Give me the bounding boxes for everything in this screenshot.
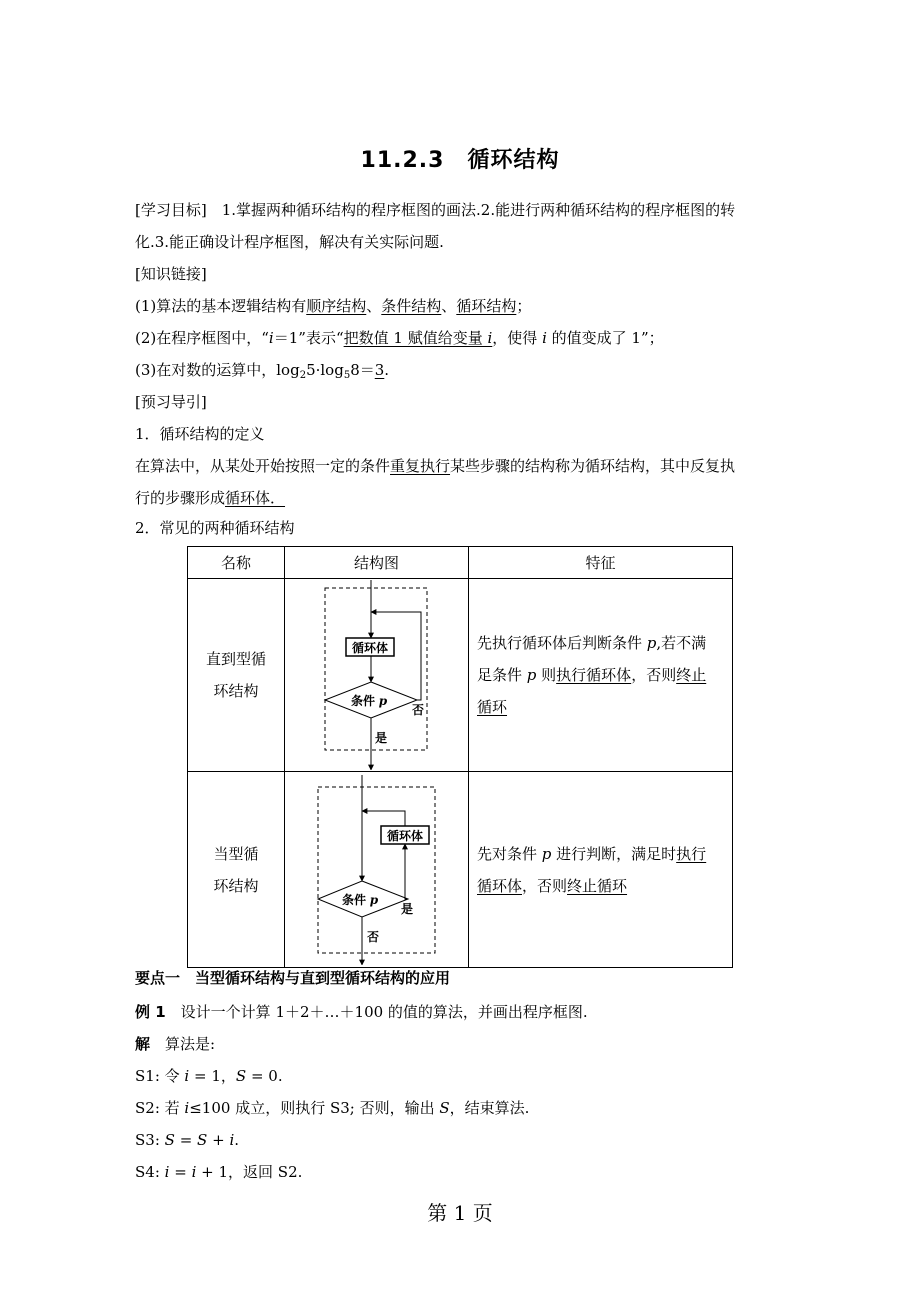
step-s2: S2: 若 i≤100 成立，则执行 S3; 否则，输出 S，结束算法. [135,1099,530,1117]
page-number: 第 1 页 [427,1201,493,1225]
while-loop-feature: 先对条件 p 进行判断，满足时执行 循环体，否则终止循环 [469,772,733,968]
keypoint-heading: 要点一 当型循环结构与直到型循环结构的应用 [135,969,451,987]
no-label: 否 [412,703,425,717]
example-1: 例 1 设计一个计算 1＋2＋…＋100 的值的算法，并画出程序框图. [135,1003,588,1021]
solution-label: 解 [135,1035,151,1053]
condition-label: 条件 [341,892,367,907]
loop-structure-table [187,546,733,968]
while-loop-diagram [285,772,469,968]
header-diagram: 结构图 [285,547,469,579]
until-loop-diagram [285,579,469,772]
section-1-title: 1．循环结构的定义 [135,425,265,443]
while-loop-name: 当型循 环结构 [188,772,285,968]
step-s4: S4: i = i + 1，返回 S2. [135,1163,303,1181]
objectives-line-1: [学习目标] 1.掌握两种循环结构的程序框图的画法.2.能进行两种循环结构的程序框图的转 [135,201,736,219]
no-label: 否 [367,929,380,944]
table-header-row [188,547,733,579]
yes-label: 是 [375,731,388,745]
page-title: 11.2.3 循环结构 [360,148,560,173]
section-1-line-2: 行的步骤形成循环体． [135,489,286,507]
section-1-line-1: 在算法中，从某处开始按照一定的条件重复执行某些步骤的结构称为循环结构，其中反复执 [135,457,736,475]
condition-var: p [378,694,388,708]
objectives-line-2: 化.3.能正确设计程序框图，解决有关实际问题. [135,233,444,251]
yes-label: 是 [401,901,414,916]
loop-body-label: 循环体 [386,828,424,843]
preview-header: [预习导引] [135,393,207,411]
knowledge-header: [知识链接] [135,265,207,283]
knowledge-item-2: (2)在程序框图中，“i＝1”表示“把数值 1 赋值给变量 i，使得 i 的值变成了 1”； [135,329,664,347]
section-2-title: 2．常见的两种循环结构 [135,519,295,537]
knowledge-item-1: (1)算法的基本逻辑结构有顺序结构、条件结构、循环结构； [135,297,532,315]
example-label: 例 1 [135,1003,166,1021]
dashed-frame [318,787,435,953]
step-s1: S1: 令 i = 1，S = 0. [135,1067,283,1085]
until-loop-flowchart [285,580,468,770]
knowledge-item-3: (3)在对数的运算中，$\log_25\cdot\log_58=3$. [135,361,390,381]
condition-label: 条件 [350,694,376,708]
table-row-while-loop [188,772,733,968]
table-row-until-loop [188,579,733,772]
loop-body-label: 循环体 [351,641,389,655]
condition-var: p [369,892,379,907]
objectives-label: [学习目标] [135,201,207,219]
header-name: 名称 [188,547,285,579]
header-feature: 特征 [469,547,733,579]
until-loop-name: 直到型循 环结构 [188,579,285,772]
until-loop-feature: 先执行循环体后判断条件 p,若不满 足条件 p 则执行循环体，否则终止 循环 [469,579,733,772]
step-s3: S3: S = S + i. [135,1131,240,1149]
while-loop-flowchart [285,775,468,965]
solution-intro: 解 算法是: [135,1035,216,1053]
